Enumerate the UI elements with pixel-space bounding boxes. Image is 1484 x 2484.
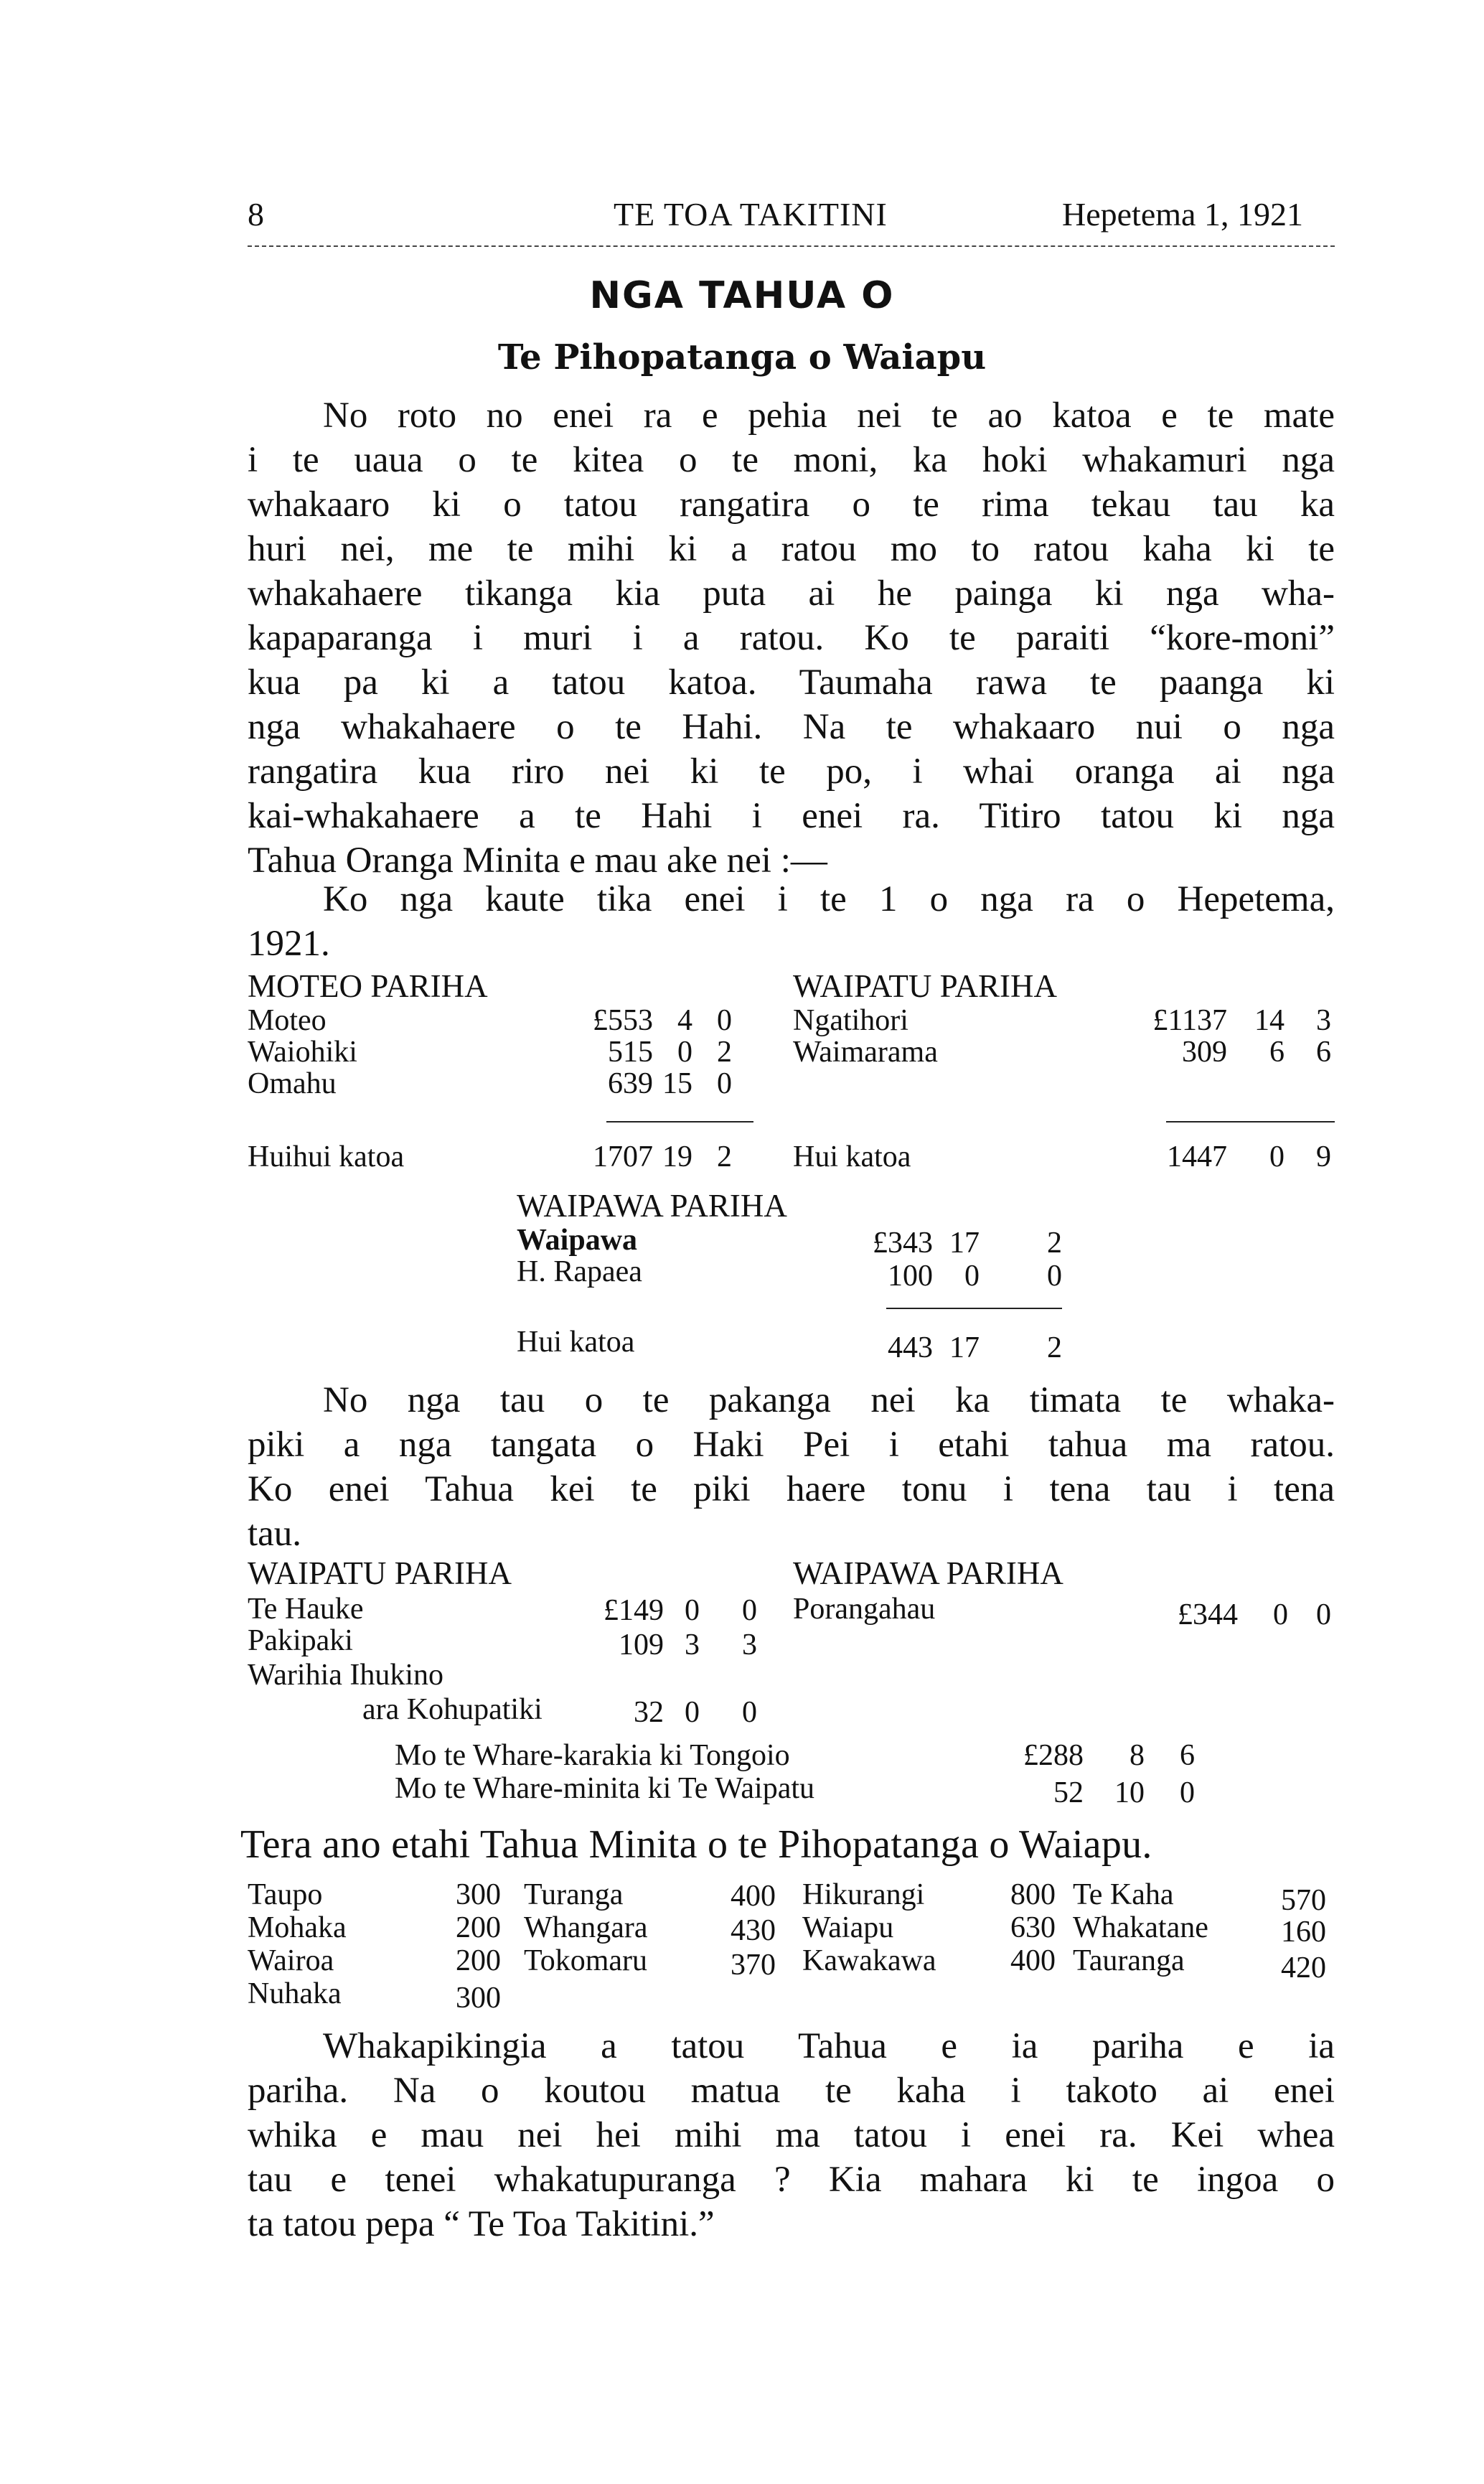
moteo-row-name: Moteo <box>248 1004 327 1037</box>
moteo-row-shillings: 15 <box>662 1067 692 1100</box>
fund-name: Tauranga <box>1073 1944 1185 1977</box>
fund-warihia-pounds: 32 <box>634 1696 664 1729</box>
text-line: piki a nga tangata o Haki Pei i etahi tahua ma ratou. <box>248 1425 1335 1465</box>
closing-paragraph <box>248 2024 1335 2246</box>
building-pence: 6 <box>1180 1739 1195 1772</box>
fund-name: Turanga <box>524 1878 624 1911</box>
building-label: Mo te Whare-minita ki Te Waipatu <box>395 1772 815 1805</box>
text-line: No roto no enei ra e pehia nei te ao katoa e te mate <box>323 395 1335 436</box>
text-line: ta tatou pepa “ Te Toa Takitini.” <box>248 2204 715 2244</box>
text-line: pariha. Na o koutou matua te kaha i takoto ai enei <box>248 2071 1335 2111</box>
moteo-total-shillings: 19 <box>662 1140 692 1173</box>
text-line: kapaparanga i muri i a ratou. Ko te paraiti “kore-moni” <box>248 618 1335 658</box>
waipawa-row-pence: 2 <box>1047 1227 1062 1260</box>
fund-waipatu-row-pence: 0 <box>742 1594 757 1627</box>
moteo-row-shillings: 4 <box>677 1004 692 1037</box>
waipatu-total-label: Hui katoa <box>793 1140 911 1173</box>
page-subtitle: Te Pihopatanga o Waiapu <box>497 337 987 378</box>
fund-amount: 300 <box>456 1982 501 2015</box>
moteo-total-label: Huihui katoa <box>248 1140 405 1173</box>
text-line: whakaaro ki o tatou rangatira o te rima tekau tau ka <box>248 484 1335 525</box>
fund-waipatu-row-pounds: £149 <box>604 1594 664 1627</box>
building-pounds: £288 <box>1023 1739 1084 1772</box>
fund-amount: 430 <box>731 1914 776 1947</box>
fund-amount: 160 <box>1281 1916 1326 1949</box>
fund-waipawa-row-pounds: £344 <box>1178 1598 1238 1631</box>
moteo-total-pence: 2 <box>717 1140 732 1173</box>
waipawa-sum-rule <box>886 1308 1062 1309</box>
fund-amount: 420 <box>1281 1951 1326 1984</box>
waipatu-row-shillings: 6 <box>1269 1036 1285 1069</box>
fund-name: Waiapu <box>802 1911 894 1944</box>
publication-name: TE TOA TAKITINI <box>614 196 888 233</box>
fund-waipawa-row-name: Porangahau <box>793 1593 936 1626</box>
text-line: Ko enei Tahua kei te piki haere tonu i tena tau i tena <box>248 1469 1335 1509</box>
fund-name: Wairoa <box>248 1944 334 1977</box>
fund-waipatu-row-name: Te Hauke <box>248 1593 364 1626</box>
waipatu-total-shillings: 0 <box>1269 1140 1285 1173</box>
moteo-row-pence: 2 <box>717 1036 732 1069</box>
building-shillings: 10 <box>1114 1776 1145 1809</box>
moteo-row-pounds: 515 <box>608 1036 653 1069</box>
text-line: whakahaere tikanga kia puta ai he painga ki nga wha- <box>248 573 1335 614</box>
fund-warihia-name: Warihia Ihukino <box>248 1659 444 1692</box>
moteo-row-name: Waiohiki <box>248 1036 357 1069</box>
waipawa-heading: WAIPAWA PARIHA <box>517 1188 787 1224</box>
fund-name: Mohaka <box>248 1911 347 1944</box>
fund-waipawa-heading: WAIPAWA PARIHA <box>793 1555 1063 1591</box>
text-line: kua pa ki a tatou katoa. Taumaha rawa te paanga ki <box>248 662 1335 703</box>
fund-name: Whakatane <box>1073 1911 1208 1944</box>
moteo-row-pounds: £553 <box>593 1004 653 1037</box>
growth-paragraph <box>248 1378 1335 1556</box>
text-line: Ko nga kaute tika enei i te 1 o nga ra o Hepetema, <box>323 879 1335 919</box>
waipatu-total-pence: 9 <box>1316 1140 1331 1173</box>
waipawa-row-pence: 0 <box>1047 1260 1062 1293</box>
building-shillings: 8 <box>1130 1739 1145 1772</box>
fund-waipatu-heading: WAIPATU PARIHA <box>248 1555 512 1591</box>
waipawa-total-pounds: 443 <box>888 1331 933 1364</box>
waipawa-row-shillings: 17 <box>949 1227 980 1260</box>
text-line: tau. <box>248 1514 302 1554</box>
intro-paragraph <box>248 393 1335 883</box>
header-rule <box>248 245 1335 247</box>
fund-amount: 400 <box>1010 1944 1056 1977</box>
waipawa-row-shillings: 0 <box>964 1260 980 1293</box>
text-line: i te uaua o te kitea o te moni, ka hoki whakamuri nga <box>248 440 1335 480</box>
text-line: huri nei, me te mihi ki a ratou mo to ratou kaha ki te <box>248 529 1335 569</box>
fund-amount: 370 <box>731 1949 776 1982</box>
moteo-row-pounds: 639 <box>608 1067 653 1100</box>
text-line: Whakapikingia a tatou Tahua e ia pariha e ia <box>323 2026 1335 2066</box>
text-line: kai-whakahaere a te Hahi i enei ra. Titiro tatou ki nga <box>248 796 1335 836</box>
waipawa-row-pounds: £343 <box>873 1227 933 1260</box>
fund-waipatu-row-shillings: 3 <box>685 1628 700 1662</box>
moteo-row-shillings: 0 <box>677 1036 692 1069</box>
fund-waipawa-row-shillings: 0 <box>1273 1598 1288 1631</box>
moteo-row-pence: 0 <box>717 1004 732 1037</box>
page-title: NGA TAHUA O <box>589 274 895 317</box>
text-line: tau e tenei whakatupuranga ? Kia mahara ki te ingoa o <box>248 2160 1335 2200</box>
waipawa-total-pence: 2 <box>1047 1331 1062 1364</box>
fund-waipatu-row-pounds: 109 <box>619 1628 664 1662</box>
waipatu-sum-rule <box>1166 1121 1335 1123</box>
fund-warihia-pence: 0 <box>742 1696 757 1729</box>
waipawa-row-name: H. Rapaea <box>517 1255 642 1288</box>
fund-amount: 400 <box>731 1880 776 1913</box>
fund-name: Nuhaka <box>248 1977 342 2010</box>
fund-amount: 630 <box>1010 1911 1056 1944</box>
text-line: rangatira kua riro nei ki te po, i whai oranga ai nga <box>248 751 1335 792</box>
fund-name: Hikurangi <box>802 1878 925 1911</box>
building-label: Mo te Whare-karakia ki Tongoio <box>395 1739 790 1772</box>
fund-name: Kawakawa <box>802 1944 936 1977</box>
waipatu-row-pence: 6 <box>1316 1036 1331 1069</box>
waipatu-total-pounds: 1447 <box>1167 1140 1227 1173</box>
text-line: No nga tau o te pakanga nei ka timata te whaka- <box>323 1380 1335 1420</box>
fund-name: Whangara <box>524 1911 648 1944</box>
waipawa-row-name: Waipawa <box>517 1224 638 1257</box>
building-pence: 0 <box>1180 1776 1195 1809</box>
waipatu-row-name: Ngatihori <box>793 1004 908 1037</box>
waipatu-row-pounds: 309 <box>1182 1036 1227 1069</box>
text-line: Tahua Oranga Minita e mau ake nei :— <box>248 840 827 881</box>
fund-waipawa-row-pence: 0 <box>1316 1598 1331 1631</box>
ministers-fund-heading: Tera ano etahi Tahua Minita o te Pihopatanga o Waiapu. <box>240 1822 1152 1867</box>
text-line: 1921. <box>248 924 330 964</box>
fund-waipatu-row-shillings: 0 <box>685 1594 700 1627</box>
waipatu-row-shillings: 14 <box>1254 1004 1285 1037</box>
building-pounds: 52 <box>1053 1776 1084 1809</box>
fund-amount: 200 <box>456 1911 501 1944</box>
fund-waipatu-row-pence: 3 <box>742 1628 757 1662</box>
waipawa-total-label: Hui katoa <box>517 1326 635 1359</box>
text-line: whika e mau nei hei mihi ma tatou i enei ra. Kei whea <box>248 2115 1335 2155</box>
text-line: nga whakahaere o te Hahi. Na te whakaaro nui o nga <box>248 707 1335 747</box>
waipawa-total-shillings: 17 <box>949 1331 980 1364</box>
waipatu-row-name: Waimarama <box>793 1036 938 1069</box>
fund-name: Tokomaru <box>524 1944 648 1977</box>
waipatu-row-pence: 3 <box>1316 1004 1331 1037</box>
moteo-sum-rule <box>606 1121 753 1123</box>
fund-name: Te Kaha <box>1073 1878 1174 1911</box>
fund-amount: 570 <box>1281 1884 1326 1917</box>
accounts-date-paragraph <box>248 877 1335 966</box>
page-number: 8 <box>248 196 264 233</box>
waipatu-heading: WAIPATU PARIHA <box>793 968 1057 1004</box>
fund-warihia-name-cont: ara Kohupatiki <box>362 1693 543 1726</box>
moteo-total-pounds: 1707 <box>593 1140 653 1173</box>
moteo-row-pence: 0 <box>717 1067 732 1100</box>
fund-warihia-shillings: 0 <box>685 1696 700 1729</box>
issue-date: Hepetema 1, 1921 <box>1062 196 1303 233</box>
fund-waipatu-row-name: Pakipaki <box>248 1624 353 1657</box>
moteo-heading: MOTEO PARIHA <box>248 968 488 1004</box>
waipawa-row-pounds: 100 <box>888 1260 933 1293</box>
fund-amount: 200 <box>456 1944 501 1977</box>
moteo-row-name: Omahu <box>248 1067 337 1100</box>
fund-amount: 800 <box>1010 1878 1056 1911</box>
waipatu-row-pounds: £1137 <box>1152 1004 1227 1037</box>
fund-name: Taupo <box>248 1878 323 1911</box>
fund-amount: 300 <box>456 1878 501 1911</box>
